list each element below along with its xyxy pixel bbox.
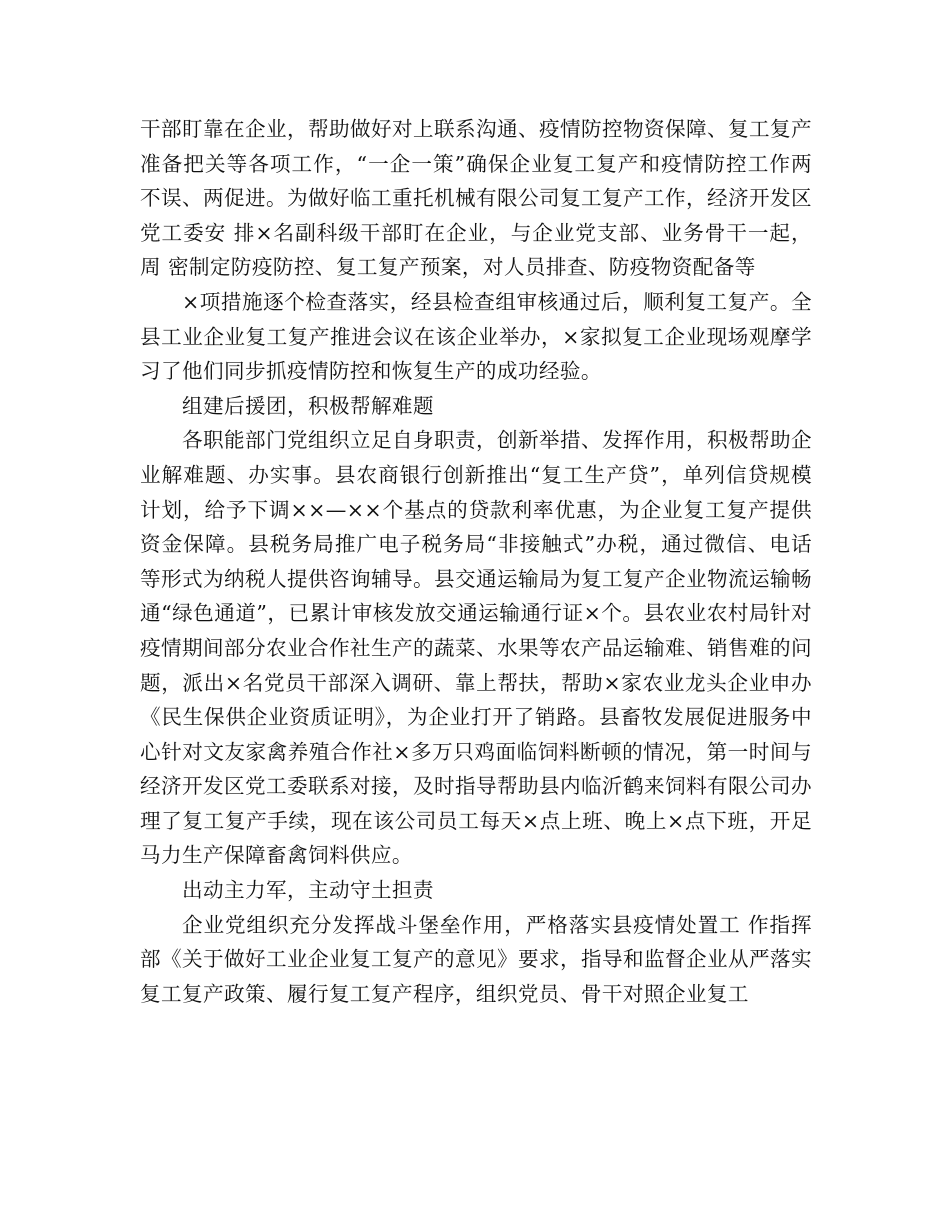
- paragraph-party-organization: 企业党组织充分发挥战斗堡垒作用，严格落实县疫情处置工 作指挥部《关于做好工业企业复工复产的意见》要求，指导和监督企业从严落实复工复产政策、履行复工复产程序，组织党员、骨干对照企业复工: [140, 912, 812, 1006]
- section-heading-main-force: 出动主力军，主动守土担责: [182, 878, 434, 903]
- document-body: [140, 112, 812, 1011]
- paragraph-inspection-result: ×项措施逐个检查落实，经县检查组审核通过后，顺利复工复产。全县工业企业复工复产推进会议在该企业举办，×家拟复工企业现场观摩学习了他们同步抓疫情防控和恢复生产的成功经验。: [140, 289, 812, 384]
- paragraph-enterprise-support: 干部盯靠在企业，帮助做好对上联系沟通、疫情防控物资保障、复工复产准备把关等各项工作，“一企一策”确保企业复工复产和疫情防控工作两不误、两促进。为做好临工重托机械有限公司复工复产工作，经济开发区党工委安 排×名副科级干部盯在企业，与企业党支部、业务骨干一起，周 密制定防疫防控、复工复产预案，对人员排查、防疫物资配备等: [140, 117, 812, 280]
- paragraph-department-measures: 各职能部门党组织立足自身职责，创新举措、发挥作用，积极帮助企业解难题、办实事。县农商银行创新推出“复工生产贷”，单列信贷规模计划，给予下调××—××个基点的贷款利率优惠，为企业复工复产提供资金保障。县税务局推广电子税务局“非接触式”办税，通过微信、电话等形式为纳税人提供咨询辅导。县交通运输局为复工复产企业物流运输畅通“绿色通道”，已累计审核发放交通运输通行证×个。县农业农村局针对疫情期间部分农业合作社生产的蔬菜、水果等农产品运输难、销售难的问题，派出×名党员干部深入调研、靠上帮扶，帮助×家农业龙头企业申办《民生保供企业资质证明》，为企业打开了销路。县畜牧发展促进服务中心针对文友家禽养殖合作社×多万只鸡面临饲料断顿的情况，第一时间与经济开发区党工委联系对接，及时指导帮助县内临沂鹤来饲料有限公司办理了复工复产手续，现在该公司员工每天×点上班、晚上×点下班，开足马力生产保障畜禽饲料供应。: [140, 428, 812, 868]
- section-heading-support-team: 组建后援团，积极帮解难题: [182, 393, 434, 418]
